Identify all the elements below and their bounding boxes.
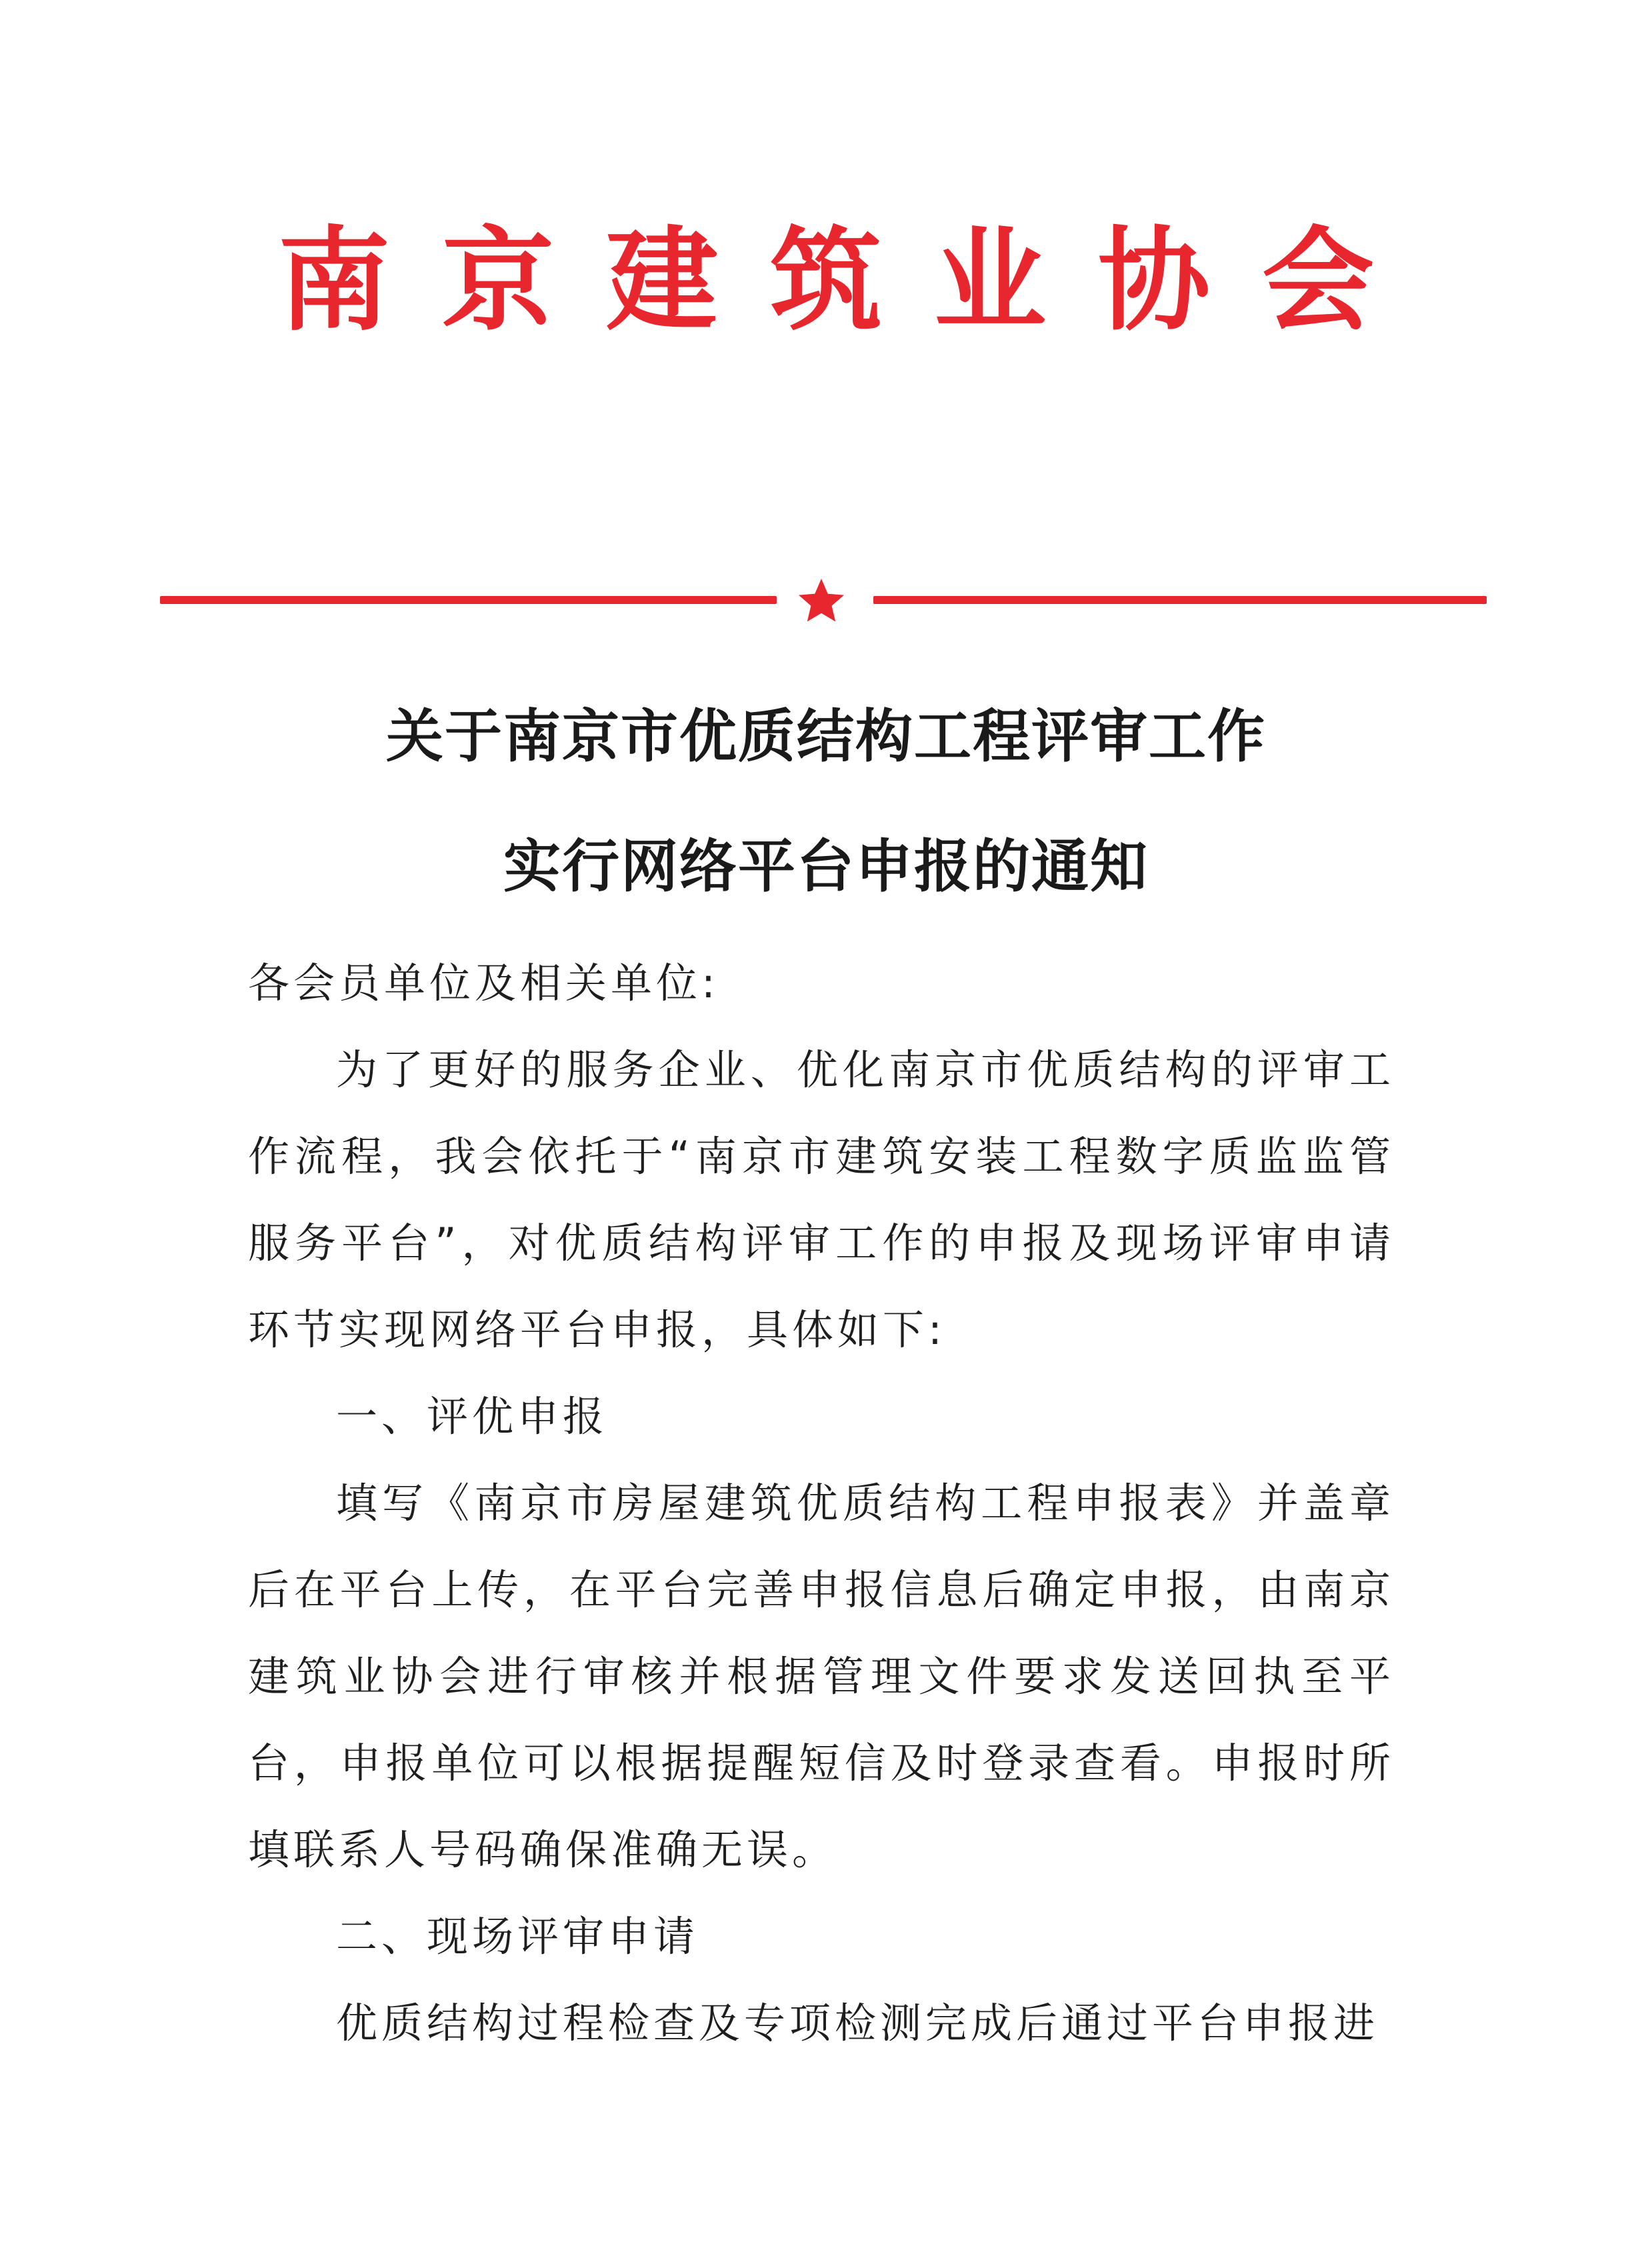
divider-rule-right <box>873 596 1487 604</box>
star-icon <box>788 577 855 624</box>
letterhead-org-name: 南京建筑业协会 <box>278 214 1426 346</box>
letterhead-divider <box>160 580 1487 620</box>
salutation: 各会员单位及相关单位: <box>248 959 719 1007</box>
section2-paragraph: 优质结构过程检查及专项检测完成后通过平台申报进 <box>336 1999 1379 2047</box>
notice-title-line1: 关于南京市优质结构工程评审工作 <box>386 703 1266 770</box>
intro-paragraph: 为了更好的服务企业、优化南京市优质结构的评审工作流程，我会依托于“南京市建筑安装工程数字质监监管服务平台”，对优质结构评审工作的申报及现场评审申请环节实现网络平台申报，具体如下: <box>248 1045 1395 1354</box>
notice-title-line2: 实行网络平台申报的通知 <box>503 833 1149 900</box>
section1-heading: 一、评优申报 <box>336 1392 609 1441</box>
section1-paragraph: 填写《南京市房屋建筑优质结构工程申报表》并盖章后在平台上传，在平台完善申报信息后确定申报，由南京建筑业协会进行审核并根据管理文件要求发送回执至平台，申报单位可以根据提醒短信及时登录查看。申报时所填联系人号码确保准确无误。 <box>248 1479 1395 1874</box>
section2-heading: 二、现场评审申请 <box>336 1912 699 1961</box>
divider-rule-left <box>160 596 777 604</box>
notice-body <box>248 940 1395 2067</box>
